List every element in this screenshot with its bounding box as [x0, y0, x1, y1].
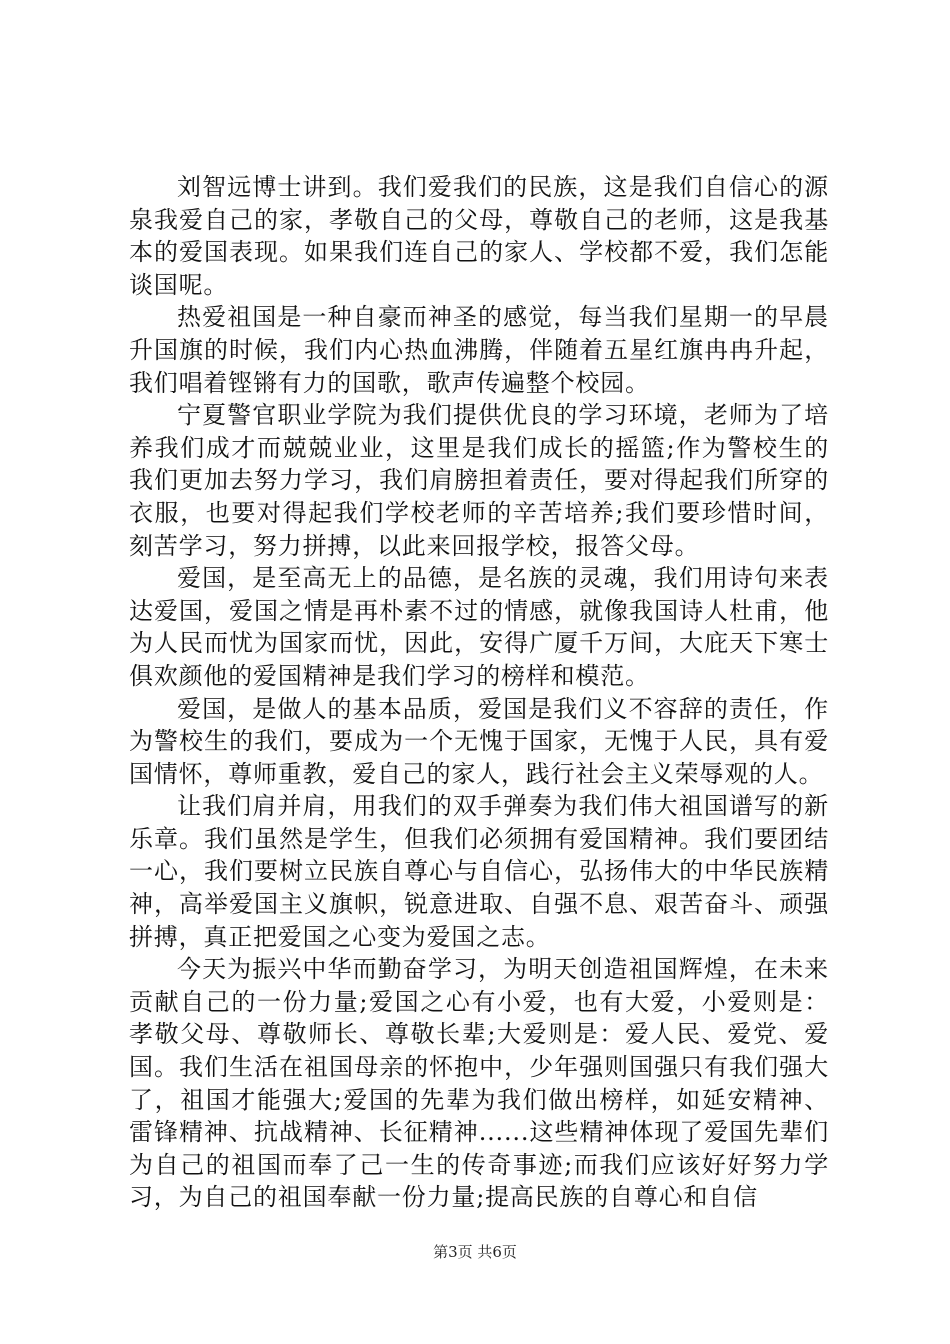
paragraph: 爱国，是至高无上的品德，是名族的灵魂，我们用诗句来表达爱国，爱国之情是再朴素不过的情感，就像我国诗人杜甫，他为人民而忧为国家而忧，因此，安得广厦千万间，大庇天下寒士俱欢颜他的爱国精神是我们学习的榜样和模范。: [129, 564, 829, 690]
page-number-footer: 第3页 共6页: [433, 1243, 517, 1261]
document-body: [129, 171, 829, 1214]
paragraph: 热爱祖国是一种自豪而神圣的感觉，每当我们星期一的早晨升国旗的时候，我们内心热血沸腾，伴随着五星红旗冉冉升起，我们唱着铿锵有力的国歌，歌声传遍整个校园。: [129, 303, 829, 397]
paragraph: 刘智远博士讲到。我们爱我们的民族，这是我们自信心的源泉我爱自己的家，孝敬自己的父母，尊敬自己的老师，这是我基本的爱国表现。如果我们连自己的家人、学校都不爱，我们怎能谈国呢。: [129, 173, 829, 299]
paragraph: 宁夏警官职业学院为我们提供优良的学习环境，老师为了培养我们成才而兢兢业业，这里是我们成长的摇篮;作为警校生的我们更加去努力学习，我们肩膀担着责任，要对得起我们所穿的衣服，也要对得起我们学校老师的辛苦培养;我们要珍惜时间，刻苦学习，努力拼搏，以此来回报学校，报答父母。: [129, 401, 829, 560]
paragraph: 爱国，是做人的基本品质，爱国是我们义不容辞的责任，作为警校生的我们，要成为一个无愧于国家，无愧于人民，具有爱国情怀，尊师重教，爱自己的家人，践行社会主义荣辱观的人。: [129, 694, 829, 788]
paragraph: 今天为振兴中华而勤奋学习，为明天创造祖国辉煌，在未来贡献自己的一份力量;爱国之心有小爱，也有大爱，小爱则是：孝敬父母、尊敬师长、尊敬长辈;大爱则是：爱人民、爱党、爱国。我们生活在祖国母亲的怀抱中，少年强则国强只有我们强大了，祖国才能强大;爱国的先辈为我们做出榜样，如延安精神、雷锋精神、抗战精神、长征精神......这些精神体现了爱国先辈们为自己的祖国而奉了己一生的传奇事迹;而我们应该好好努力学习，为自己的祖国奉献一份力量;提高民族的自尊心和自信: [129, 955, 829, 1212]
paragraph: 让我们肩并肩，用我们的双手弹奏为我们伟大祖国谱写的新乐章。我们虽然是学生，但我们必须拥有爱国精神。我们要团结一心，我们要树立民族自尊心与自信心，弘扬伟大的中华民族精神，高举爱国主义旗帜，锐意进取、自强不息、艰苦奋斗、顽强拼搏，真正把爱国之心变为爱国之志。: [129, 792, 829, 951]
